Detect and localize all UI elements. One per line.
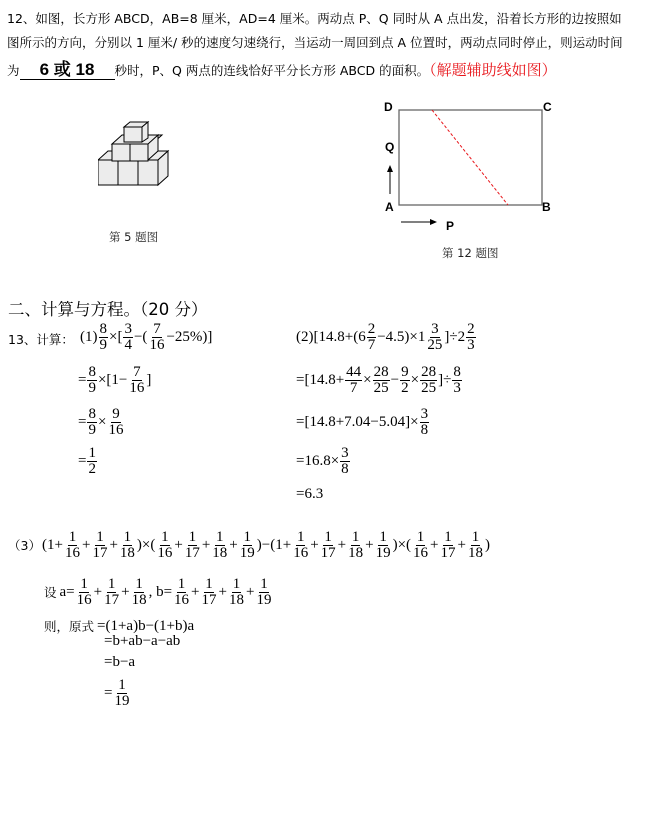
denominator: 2 bbox=[401, 379, 409, 396]
math-text: + bbox=[174, 536, 183, 553]
math-text: × bbox=[410, 371, 420, 388]
fraction bbox=[128, 365, 145, 396]
fraction bbox=[173, 577, 190, 608]
denominator: 18 bbox=[212, 544, 228, 561]
math-text: ) bbox=[484, 536, 490, 553]
numerator: 8 bbox=[453, 363, 461, 380]
math-line bbox=[78, 445, 98, 477]
numerator: 1 bbox=[216, 528, 224, 545]
denominator: 16 bbox=[157, 544, 173, 561]
math-text: )×( bbox=[136, 536, 156, 553]
denominator: 17 bbox=[201, 591, 217, 608]
math-line bbox=[296, 445, 351, 477]
math-text: = bbox=[78, 413, 87, 430]
math-text: + bbox=[109, 536, 118, 553]
math-text: =b−a bbox=[104, 653, 136, 670]
denominator: 16 bbox=[413, 544, 429, 561]
math-text: )×( bbox=[392, 536, 412, 553]
math-text: + bbox=[337, 536, 347, 553]
denominator: 17 bbox=[184, 544, 200, 561]
numerator: 1 bbox=[135, 575, 143, 592]
q12-hint: （解题辅助线如图） bbox=[429, 61, 557, 79]
denominator: 25 bbox=[373, 379, 389, 396]
denominator: 8 bbox=[341, 460, 349, 477]
q12-line3-prefix: 为 bbox=[7, 63, 20, 78]
numerator: 1 bbox=[123, 528, 132, 545]
denominator: 17 bbox=[440, 544, 456, 561]
denominator: 19 bbox=[114, 692, 130, 709]
denominator: 9 bbox=[88, 421, 96, 438]
fraction bbox=[255, 577, 272, 608]
q12-line1: 12、如图，长方形 ABCD，AB=8 厘米，AD=4 厘米。两动点 P、Q 同时从 A 点出发，沿着长方形的边按照如 bbox=[7, 11, 622, 26]
fraction bbox=[228, 577, 245, 608]
fraction bbox=[347, 530, 364, 561]
math-text: × bbox=[97, 413, 107, 430]
fraction bbox=[148, 322, 165, 353]
fraction bbox=[367, 322, 377, 353]
denominator: 19 bbox=[375, 544, 391, 561]
math-line bbox=[44, 576, 273, 608]
numerator: 1 bbox=[107, 575, 116, 592]
math-line bbox=[296, 364, 463, 396]
numerator: 1 bbox=[80, 575, 88, 592]
numerator: 1 bbox=[243, 528, 252, 545]
bisector-line bbox=[432, 110, 508, 205]
numerator: 8 bbox=[88, 405, 96, 422]
math-text: −25%)] bbox=[166, 328, 213, 345]
numerator: 1 bbox=[118, 676, 126, 693]
numerator: 1 bbox=[188, 528, 197, 545]
numerator: 3 bbox=[341, 444, 349, 461]
numerator: 1 bbox=[324, 528, 332, 545]
math-text: + bbox=[229, 536, 238, 553]
math-text: =6.3 bbox=[296, 485, 324, 502]
math-text: + bbox=[81, 536, 91, 553]
fraction bbox=[103, 577, 120, 608]
numerator: 1 bbox=[161, 528, 169, 545]
fraction bbox=[426, 322, 443, 353]
math-line bbox=[296, 406, 430, 438]
math-text: =(1+a)b−(1+b)a bbox=[97, 617, 195, 634]
fraction bbox=[375, 530, 392, 561]
math-text: + bbox=[93, 583, 103, 600]
fraction bbox=[420, 365, 437, 396]
fraction bbox=[400, 365, 410, 396]
denominator: 17 bbox=[92, 544, 108, 561]
numerator: 9 bbox=[401, 363, 409, 380]
denominator: 19 bbox=[256, 591, 272, 608]
denominator: 16 bbox=[108, 421, 124, 438]
q13-part3-label: （3） bbox=[8, 538, 41, 553]
denominator: 18 bbox=[228, 591, 244, 608]
math-text: =16.8× bbox=[296, 452, 340, 469]
fraction bbox=[452, 365, 462, 396]
numerator: 1 bbox=[177, 575, 186, 592]
math-text: , b= bbox=[148, 583, 173, 600]
numerator: 44 bbox=[346, 363, 362, 380]
q12-line3 bbox=[7, 59, 557, 80]
fraction bbox=[87, 365, 97, 396]
fraction bbox=[412, 530, 429, 561]
numerator: 1 bbox=[68, 528, 77, 545]
math-text: = bbox=[78, 371, 87, 388]
denominator: 4 bbox=[124, 336, 132, 353]
figure-5-cubes bbox=[98, 118, 180, 196]
fraction bbox=[345, 365, 362, 396]
math-text: + bbox=[365, 536, 374, 553]
denominator: 17 bbox=[320, 544, 336, 561]
fraction bbox=[131, 577, 148, 608]
q12-line3-suffix: 秒时，P、Q 两点的连线恰好平分长方形 ABCD 的面积。 bbox=[114, 63, 430, 78]
fraction bbox=[107, 407, 124, 438]
denominator: 19 bbox=[239, 544, 255, 561]
math-text: a= bbox=[59, 583, 75, 600]
math-text: )−(1+ bbox=[256, 536, 292, 553]
denominator: 18 bbox=[131, 591, 147, 608]
denominator: 16 bbox=[129, 379, 145, 396]
math-text: ] bbox=[146, 371, 152, 388]
numerator: 1 bbox=[351, 528, 360, 545]
numerator: 3 bbox=[431, 320, 439, 337]
label-p: P bbox=[446, 219, 455, 233]
math-text: = bbox=[104, 684, 113, 701]
fraction bbox=[292, 530, 309, 561]
math-text: (2)[14.8+(6 bbox=[296, 328, 366, 345]
math-text: × bbox=[363, 371, 372, 388]
numerator: 3 bbox=[420, 405, 429, 422]
fraction bbox=[113, 678, 130, 709]
numerator: 8 bbox=[88, 363, 96, 380]
figure-12-caption: 第 12 题图 bbox=[442, 246, 499, 260]
fraction bbox=[320, 530, 337, 561]
numerator: 1 bbox=[88, 444, 96, 461]
figure-12-rectangle bbox=[380, 98, 560, 233]
fraction bbox=[184, 530, 201, 561]
math-line bbox=[296, 321, 477, 353]
math-line bbox=[296, 478, 323, 510]
math-text: =[14.8+ bbox=[296, 371, 345, 388]
q12-line2: 图所示的方向，分别以 1 厘米/ 秒的速度匀速绕行，当运动一周回到点 A 位置时，两动点同时停止，则运动时间 bbox=[7, 35, 623, 50]
denominator: 17 bbox=[104, 591, 120, 608]
fraction bbox=[420, 407, 430, 438]
fraction bbox=[201, 577, 218, 608]
denominator: 9 bbox=[88, 379, 96, 396]
denominator: 7 bbox=[367, 336, 376, 353]
denominator: 3 bbox=[453, 379, 461, 396]
math-text: ]÷ bbox=[438, 371, 452, 388]
numerator: 1 bbox=[296, 528, 305, 545]
math-text: −( bbox=[133, 328, 148, 345]
fraction bbox=[211, 530, 228, 561]
numerator: 1 bbox=[260, 575, 268, 592]
numerator: 9 bbox=[112, 405, 120, 422]
denominator: 16 bbox=[293, 544, 309, 561]
math-text: =[14.8+7.04−5.04]× bbox=[296, 413, 419, 430]
numerator: 1 bbox=[232, 575, 241, 592]
numerator: 2 bbox=[467, 320, 475, 337]
denominator: 18 bbox=[119, 544, 135, 561]
math-text: ]÷2 bbox=[444, 328, 466, 345]
fraction bbox=[87, 446, 97, 477]
denominator: 16 bbox=[149, 336, 165, 353]
math-text: + bbox=[245, 583, 255, 600]
denominator: 16 bbox=[64, 544, 80, 561]
denominator: 9 bbox=[99, 336, 107, 353]
denominator: 16 bbox=[174, 591, 190, 608]
denominator: 16 bbox=[76, 591, 92, 608]
denominator: 8 bbox=[420, 421, 429, 438]
math-line bbox=[78, 406, 125, 438]
numerator: 7 bbox=[133, 363, 141, 380]
math-text: ×[1− bbox=[97, 371, 128, 388]
fraction bbox=[99, 322, 109, 353]
math-text: ×[ bbox=[109, 328, 123, 345]
q13-label: 13、计算： bbox=[8, 332, 74, 347]
math-text: + bbox=[310, 536, 319, 553]
math-text: + bbox=[218, 583, 227, 600]
numerator: 28 bbox=[373, 363, 389, 380]
math-text: + bbox=[201, 536, 211, 553]
math-text: (1+ bbox=[42, 536, 63, 553]
numerator: 1 bbox=[444, 528, 452, 545]
fraction bbox=[91, 530, 108, 561]
numerator: 28 bbox=[421, 363, 437, 380]
math-text: + bbox=[191, 583, 200, 600]
fraction bbox=[467, 530, 484, 561]
label-a: A bbox=[385, 200, 394, 214]
fraction bbox=[123, 322, 133, 353]
figure-5-caption: 第 5 题图 bbox=[109, 230, 159, 244]
numerator: 3 bbox=[124, 320, 132, 337]
numerator: 1 bbox=[205, 575, 213, 592]
fraction bbox=[76, 577, 93, 608]
label-c: C bbox=[543, 100, 552, 114]
q12-answer: 6 或 18 bbox=[20, 61, 115, 80]
math-line bbox=[104, 677, 131, 709]
label-d: D bbox=[384, 100, 393, 114]
math-text: − bbox=[390, 371, 400, 388]
fraction bbox=[340, 446, 350, 477]
numerator: 1 bbox=[471, 528, 480, 545]
fraction bbox=[64, 530, 81, 561]
denominator: 7 bbox=[349, 379, 358, 396]
math-line bbox=[104, 646, 135, 678]
label-b: B bbox=[542, 200, 551, 214]
math-text: −4.5)×1 bbox=[377, 328, 426, 345]
math-line bbox=[42, 529, 490, 561]
numerator: 1 bbox=[416, 528, 425, 545]
label-q: Q bbox=[385, 140, 395, 154]
denominator: 18 bbox=[467, 544, 483, 561]
section-2-title: 二、计算与方程。（20 分） bbox=[8, 300, 208, 319]
math-text: + bbox=[430, 536, 439, 553]
math-prefix: 设 bbox=[44, 585, 57, 600]
denominator: 2 bbox=[88, 460, 96, 477]
math-text: + bbox=[121, 583, 130, 600]
numerator: 2 bbox=[367, 320, 376, 337]
denominator: 3 bbox=[467, 336, 475, 353]
denominator: 25 bbox=[421, 379, 437, 396]
fraction bbox=[87, 407, 97, 438]
math-text: = bbox=[78, 452, 87, 469]
denominator: 18 bbox=[348, 544, 364, 561]
numerator: 7 bbox=[153, 320, 161, 337]
math-text: (1) bbox=[80, 328, 98, 345]
math-line bbox=[78, 364, 151, 396]
math-line bbox=[80, 321, 212, 353]
fraction bbox=[373, 365, 390, 396]
fraction bbox=[239, 530, 256, 561]
fraction bbox=[119, 530, 136, 561]
fraction bbox=[466, 322, 476, 353]
math-text: =b+ab−a−ab bbox=[104, 632, 181, 649]
fraction bbox=[156, 530, 173, 561]
math-prefix: 则，原式 bbox=[44, 619, 95, 634]
numerator: 1 bbox=[96, 528, 104, 545]
fraction bbox=[440, 530, 457, 561]
numerator: 1 bbox=[379, 528, 387, 545]
denominator: 25 bbox=[427, 336, 443, 353]
math-text: + bbox=[457, 536, 466, 553]
numerator: 8 bbox=[99, 320, 107, 337]
